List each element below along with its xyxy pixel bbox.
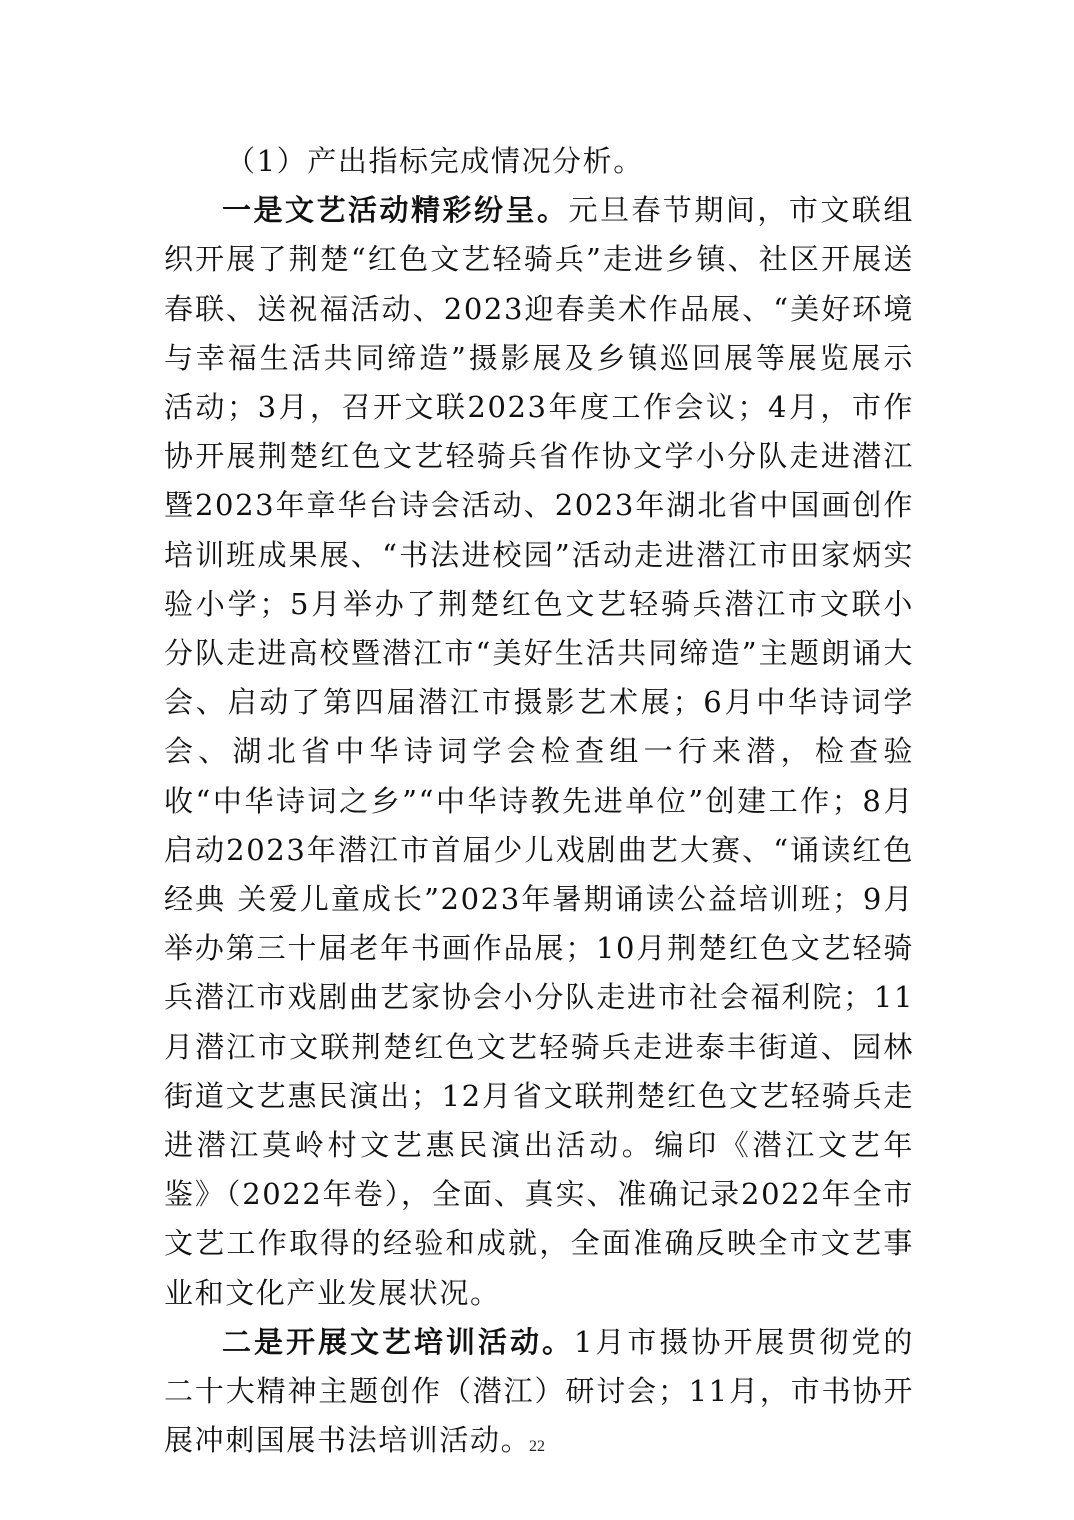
section-heading: （1）产出指标完成情况分析。 (226, 144, 644, 178)
page-number: 22 (529, 1438, 545, 1455)
paragraph-lead: 二是开展文艺培训活动。 (222, 1324, 574, 1359)
paragraph-literary-activities (164, 186, 914, 1318)
paragraph-body: 元旦春节期间，市文联组织开展了荆楚“红色文艺轻骑兵”走进乡镇、社区开展送春联、送祝福活动、2023迎春美术作品展、“美好环境与幸福生活共同缔造”摄影展及乡镇巡回展等展览展示活动；3月，召开文联2023年度工作会议；4月，市作协开展荆楚红色文艺轻骑兵省作协文学小分队走进潜江暨2023年章华台诗会活动、2023年湖北省中国画创作培训班成果展、“书法进校园”活动走进潜江市田家炳实验小学；5月举办了荆楚红色文艺轻骑兵潜江市文联小分队走进高校暨潜江市“美好生活共同缔造”主题朗诵大会、启动了第四届潜江市摄影艺术展；6月中华诗词学会、湖北省中华诗词学会检查组一行来潜，检查验收“中华诗词之乡”“中华诗教先进单位”创建工作；8月启动2023年潜江市首届少儿戏剧曲艺大赛、“诵读红色经典 关爱儿童成长”2023年暑期诵读公益培训班；9月举办第三十届老年书画作品展；10月荆楚红色文艺轻骑兵潜江市戏剧曲艺家协会小分队走进市社会福利院；11月潜江市文联荆楚红色文艺轻骑兵走进泰丰街道、园林街道文艺惠民演出；12月省文联荆楚红色文艺轻骑兵走进潜江莫岭村文艺惠民演出活动。编印《潜江文艺年鉴》（2022年卷），全面、真实、准确记录2022年全市文艺工作取得的经验和成就，全面准确反映全市文艺事业和文化产业发展状况。 (164, 193, 914, 1310)
paragraph-lead: 一是文艺活动精彩纷呈。 (222, 193, 569, 228)
paragraph-body: 1月市摄协开展贯彻党的二十大精神主题创作（潜江）研讨会；11月，市书协开展冲刺国展书法培训活动。 (164, 1324, 914, 1458)
document-body (164, 137, 914, 1465)
